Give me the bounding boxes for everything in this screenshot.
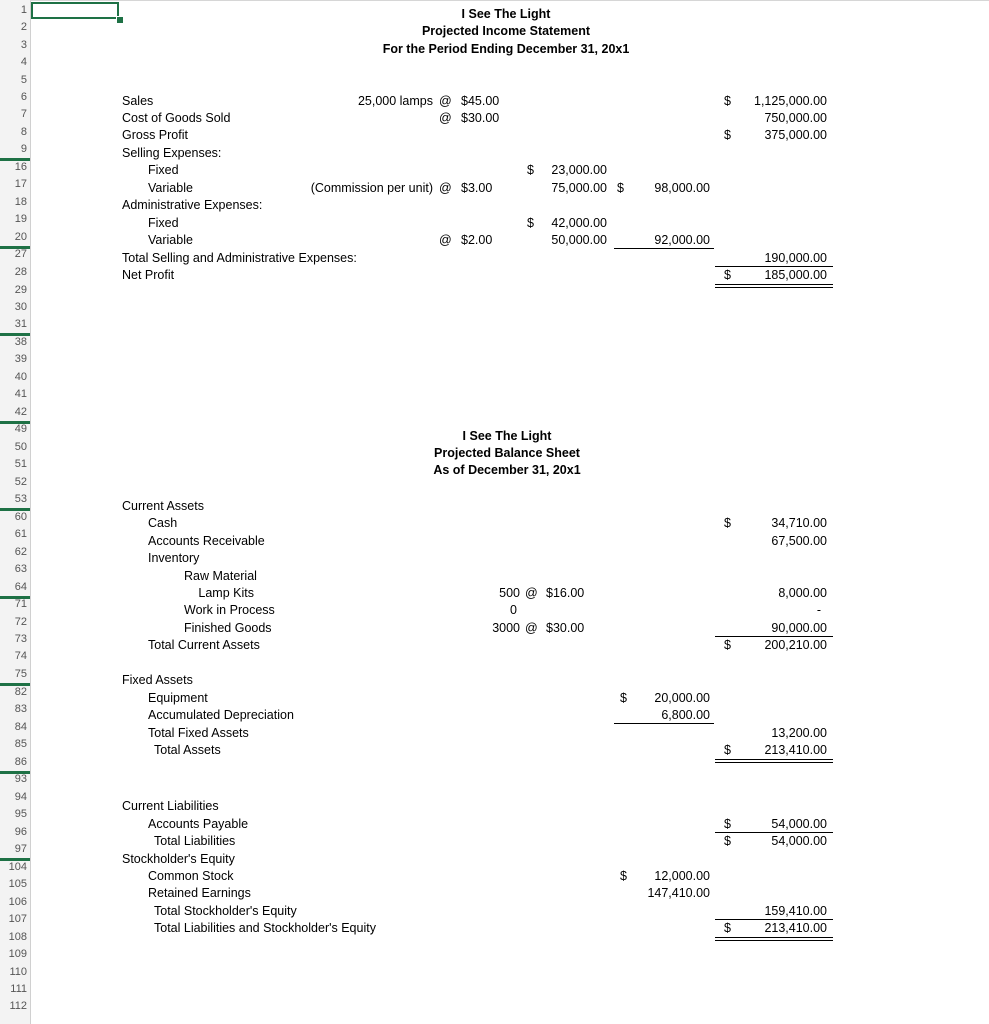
total-sa-label: Total Selling and Administrative Expenses: — [122, 251, 357, 265]
row-number[interactable]: 75 — [14, 668, 27, 680]
row-number[interactable]: 52 — [14, 476, 27, 488]
admin-variable-amount: 50,000.00 — [551, 233, 607, 247]
row-number[interactable]: 86 — [14, 756, 27, 768]
double-underline — [715, 937, 833, 938]
row-number[interactable]: 96 — [14, 826, 27, 838]
row-number[interactable]: 31 — [14, 318, 27, 330]
cogs-label: Cost of Goods Sold — [122, 111, 231, 125]
row-number[interactable]: 61 — [14, 528, 27, 540]
total-sa-amount: 190,000.00 — [764, 251, 827, 265]
row-number[interactable]: 110 — [9, 966, 27, 978]
common-stock-label: Common Stock — [148, 869, 234, 883]
row-number[interactable]: 97 — [14, 843, 27, 855]
row-number[interactable]: 84 — [14, 721, 27, 733]
row-number[interactable]: 42 — [14, 406, 27, 418]
dollar-sign: $ — [724, 817, 731, 831]
fill-handle[interactable] — [116, 16, 124, 24]
sales-label: Sales — [122, 94, 154, 108]
row-number[interactable]: 5 — [20, 74, 27, 86]
at-sign: @ — [439, 181, 452, 195]
row-number[interactable]: 94 — [14, 791, 27, 803]
cogs-price: $30.00 — [461, 111, 500, 125]
income-period: For the Period Ending December 31, 20x1 — [382, 42, 630, 56]
grid-top-line — [30, 0, 989, 1]
ap-amount: 54,000.00 — [771, 817, 827, 831]
dollar-sign: $ — [724, 921, 731, 935]
double-underline — [715, 762, 833, 763]
row-number[interactable]: 50 — [14, 441, 27, 453]
admin-variable-rate: $2.00 — [461, 233, 493, 247]
row-number[interactable]: 104 — [8, 861, 27, 873]
underline — [715, 266, 833, 267]
wip-qty: 0 — [510, 603, 517, 617]
row-number[interactable]: 30 — [14, 301, 27, 313]
row-number[interactable]: 106 — [8, 896, 27, 908]
sales-amount: 1,125,000.00 — [754, 94, 827, 108]
row-number[interactable]: 41 — [14, 388, 27, 400]
row-number[interactable]: 19 — [14, 213, 27, 225]
wip-label: Work in Process — [184, 603, 275, 617]
commission-note: (Commission per unit) — [310, 181, 433, 195]
row-number[interactable]: 28 — [14, 266, 27, 278]
row-number[interactable]: 83 — [14, 703, 27, 715]
equipment-amount: 20,000.00 — [654, 691, 710, 705]
underline — [614, 248, 714, 249]
row-number[interactable]: 29 — [14, 284, 27, 296]
row-number[interactable]: 49 — [14, 423, 27, 435]
selling-variable-label: Variable — [148, 181, 193, 195]
double-underline — [715, 287, 833, 288]
row-number[interactable]: 82 — [14, 686, 27, 698]
at-sign: @ — [439, 233, 452, 247]
common-stock-amount: 12,000.00 — [654, 869, 710, 883]
dollar-sign: $ — [724, 94, 731, 108]
wip-amount: - — [816, 603, 821, 617]
at-sign: @ — [439, 111, 452, 125]
admin-expenses-label: Administrative Expenses: — [122, 198, 263, 212]
accum-dep-label: Accumulated Depreciation — [148, 708, 294, 722]
at-sign: @ — [439, 94, 452, 108]
total-current-assets-amount: 200,210.00 — [764, 638, 827, 652]
dollar-sign: $ — [620, 691, 627, 705]
gross-profit-label: Gross Profit — [122, 128, 188, 142]
balance-title: I See The Light — [462, 429, 552, 443]
total-liabilities-label: Total Liabilities — [154, 834, 236, 848]
row-number[interactable]: 108 — [8, 931, 27, 943]
selling-variable-amount: 75,000.00 — [551, 181, 607, 195]
admin-variable-label: Variable — [148, 233, 193, 247]
total-liab-equity-amount: 213,410.00 — [764, 921, 827, 935]
row-number[interactable]: 109 — [8, 948, 27, 960]
total-fixed-assets-label: Total Fixed Assets — [148, 726, 249, 740]
income-title: I See The Light — [461, 7, 551, 21]
total-assets-label: Total Assets — [154, 743, 221, 757]
row-number[interactable]: 107 — [8, 913, 27, 925]
row-number[interactable]: 1 — [20, 4, 27, 16]
total-liab-equity-label: Total Liabilities and Stockholder's Equity — [154, 921, 376, 935]
total-assets-amount: 213,410.00 — [764, 743, 827, 757]
row-number[interactable]: 39 — [14, 353, 27, 365]
row-number[interactable]: 18 — [14, 196, 27, 208]
ar-amount: 67,500.00 — [771, 534, 827, 548]
ar-label: Accounts Receivable — [148, 534, 265, 548]
total-current-assets-label: Total Current Assets — [148, 638, 260, 652]
retained-earnings-amount: 147,410.00 — [647, 886, 710, 900]
sales-price: $45.00 — [461, 94, 500, 108]
dollar-sign: $ — [527, 216, 534, 230]
admin-fixed-label: Fixed — [148, 216, 179, 230]
row-number[interactable]: 72 — [14, 616, 27, 628]
dollar-sign: $ — [724, 743, 731, 757]
cogs-amount: 750,000.00 — [764, 111, 827, 125]
row-number[interactable]: 51 — [14, 458, 27, 470]
double-underline — [715, 759, 833, 760]
row-number[interactable]: 27 — [14, 248, 27, 260]
gross-profit-amount: 375,000.00 — [764, 128, 827, 142]
at-sign: @ — [525, 621, 538, 635]
row-number[interactable]: 2 — [20, 21, 27, 33]
lamp-kits-label: Lamp Kits — [198, 586, 254, 600]
retained-earnings-label: Retained Earnings — [148, 886, 251, 900]
row-number[interactable]: 7 — [20, 108, 27, 120]
dollar-sign: $ — [617, 181, 624, 195]
selling-fixed-label: Fixed — [148, 163, 179, 177]
equipment-label: Equipment — [148, 691, 208, 705]
dollar-sign: $ — [724, 834, 731, 848]
lamp-kits-qty: 500 — [499, 586, 520, 600]
selling-fixed-amount: 23,000.00 — [551, 163, 607, 177]
finished-goods-price: $30.00 — [546, 621, 585, 635]
underline — [715, 636, 833, 637]
income-subtitle: Projected Income Statement — [421, 24, 591, 38]
row-number[interactable]: 60 — [14, 511, 27, 523]
lamp-kits-price: $16.00 — [546, 586, 585, 600]
selected-cell[interactable] — [31, 2, 119, 19]
current-assets-label: Current Assets — [122, 499, 204, 513]
row-number[interactable]: 40 — [14, 371, 27, 383]
row-number[interactable]: 85 — [14, 738, 27, 750]
underline — [715, 919, 833, 920]
dollar-sign: $ — [724, 516, 731, 530]
balance-date: As of December 31, 20x1 — [433, 463, 581, 477]
row-number[interactable]: 74 — [14, 650, 27, 662]
accum-dep-amount: 6,800.00 — [661, 708, 710, 722]
row-number[interactable]: 73 — [14, 633, 27, 645]
row-number[interactable]: 71 — [14, 598, 27, 610]
admin-fixed-amount: 42,000.00 — [551, 216, 607, 230]
row-number[interactable]: 105 — [8, 878, 27, 890]
dollar-sign: $ — [620, 869, 627, 883]
row-number[interactable]: 112 — [9, 1000, 27, 1012]
underline — [614, 723, 714, 724]
row-number[interactable]: 64 — [14, 581, 27, 593]
inventory-label: Inventory — [148, 551, 200, 565]
row-number[interactable]: 95 — [14, 808, 27, 820]
finished-goods-qty: 3000 — [492, 621, 520, 635]
row-number[interactable]: 9 — [20, 143, 27, 155]
lamp-kits-amount: 8,000.00 — [778, 586, 827, 600]
row-number[interactable]: 16 — [14, 161, 27, 173]
row-number[interactable]: 63 — [14, 563, 27, 575]
net-profit-label: Net Profit — [122, 268, 175, 282]
sales-quantity: 25,000 lamps — [357, 94, 433, 108]
fixed-assets-label: Fixed Assets — [122, 673, 193, 687]
row-number[interactable]: 3 — [20, 39, 27, 51]
row-number[interactable]: 6 — [20, 91, 27, 103]
row-number[interactable]: 38 — [14, 336, 27, 348]
dollar-sign: $ — [724, 638, 731, 652]
row-number[interactable]: 17 — [14, 178, 27, 190]
row-number[interactable]: 20 — [14, 231, 27, 243]
cash-label: Cash — [148, 516, 178, 530]
finished-goods-label: Finished Goods — [184, 621, 272, 635]
total-equity-label: Total Stockholder's Equity — [154, 904, 297, 918]
at-sign: @ — [525, 586, 538, 600]
dollar-sign: $ — [527, 163, 534, 177]
row-number[interactable]: 8 — [20, 126, 27, 138]
underline — [715, 832, 833, 833]
raw-material-label: Raw Material — [184, 569, 257, 583]
dollar-sign: $ — [724, 128, 731, 142]
total-fixed-assets-amount: 13,200.00 — [771, 726, 827, 740]
row-number[interactable]: 62 — [14, 546, 27, 558]
current-liabilities-label: Current Liabilities — [122, 799, 219, 813]
row-number[interactable]: 4 — [20, 56, 27, 68]
row-number[interactable]: 93 — [14, 773, 27, 785]
ap-label: Accounts Payable — [148, 817, 249, 831]
total-liabilities-amount: 54,000.00 — [771, 834, 827, 848]
row-number[interactable]: 53 — [14, 493, 27, 505]
total-equity-amount: 159,410.00 — [764, 904, 827, 918]
finished-goods-amount: 90,000.00 — [771, 621, 827, 635]
admin-total: 92,000.00 — [654, 233, 710, 247]
row-number[interactable]: 111 — [10, 983, 27, 995]
commission-rate: $3.00 — [461, 181, 493, 195]
equity-label: Stockholder's Equity — [122, 852, 235, 866]
net-profit-amount: 185,000.00 — [764, 268, 827, 282]
dollar-sign: $ — [724, 268, 731, 282]
double-underline — [715, 940, 833, 941]
selling-expenses-label: Selling Expenses: — [122, 146, 222, 160]
cash-amount: 34,710.00 — [771, 516, 827, 530]
balance-subtitle: Projected Balance Sheet — [434, 446, 580, 460]
selling-total: 98,000.00 — [654, 181, 710, 195]
double-underline — [715, 284, 833, 285]
